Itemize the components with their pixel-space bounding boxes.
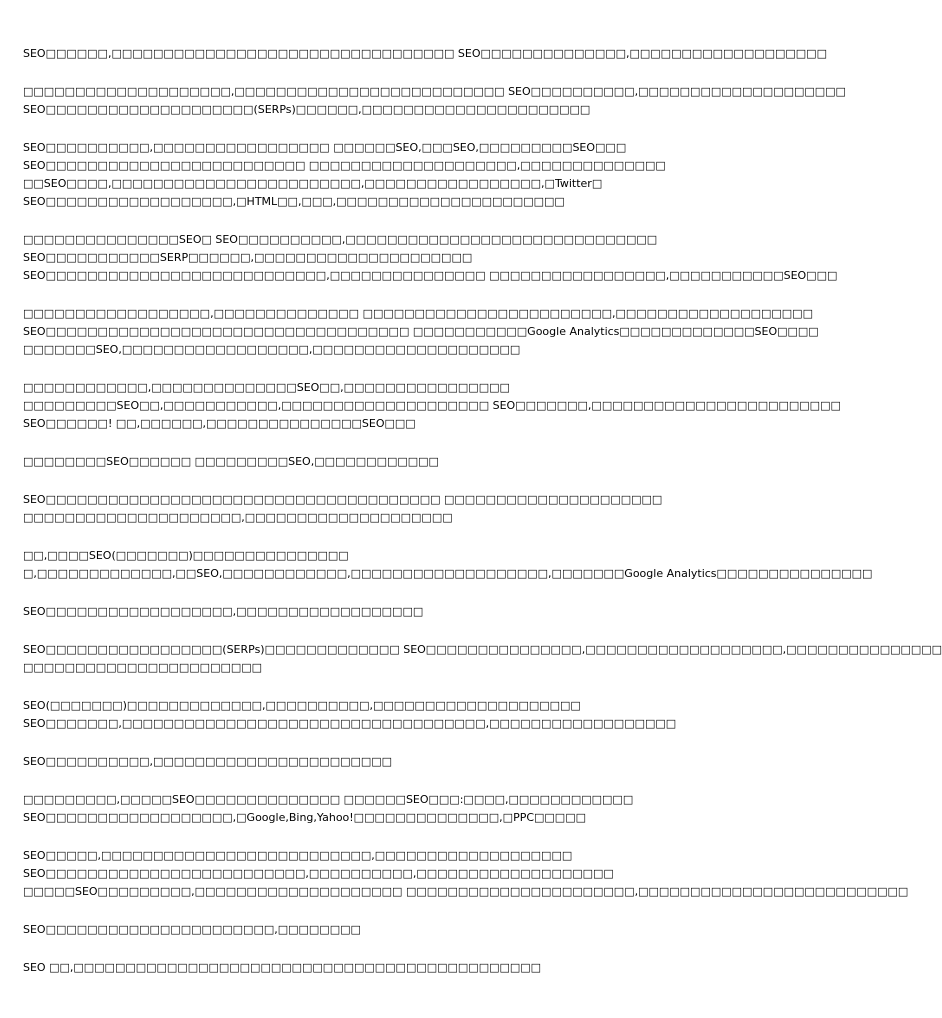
- text-line: □□,□□□□SEO(□□□□□□□)□□□□□□□□□□□□□□□: [23, 549, 349, 562]
- text-line: □□SEO□□□□,□□□□□□□□□□□□□□□□□□□□□□□□,□□□□□□□□□□□□□□□□□,□Twitter□: [23, 177, 603, 190]
- paragraph: [23, 697, 698, 733]
- text-line: SEO□□□□□□□□□□□□□□□□□□□□□□□□□□□□□□□□□□□ □□□□□□□□□□□Google Analytics□□□□□□□□□□□□□SEO□□□□: [23, 325, 819, 338]
- paragraph: [23, 453, 698, 471]
- text-line: □□□□□SEO□□□□□□□□□,□□□□□□□□□□□□□□□□□□□□ □□□□□□□□□□□□□□□□□□□□□□,□□□□□□□□□□□□□□□□□□□□□□□□□□: [23, 885, 909, 898]
- paragraph: [23, 491, 698, 527]
- text-line: □□□□□□□□□□□□□□□□□□,□□□□□□□□□□□□□□ □□□□□□□□□□□□□□□□□□□□□□□□,□□□□□□□□□□□□□□□□□□□: [23, 307, 813, 320]
- paragraph: [23, 139, 698, 211]
- text-line: □□□□□□□SEO,□□□□□□□□□□□□□□□□□□,□□□□□□□□□□□□□□□□□□□□: [23, 343, 521, 356]
- text-line: SEO□□□□□,□□□□□□□□□□□□□□□□□□□□□□□□□□,□□□□□□□□□□□□□□□□□□□: [23, 849, 573, 862]
- paragraph: [23, 379, 841, 433]
- text-line: SEO□□□□□□! □□,□□□□□□,□□□□□□□□□□□□□□□SEO□□□: [23, 417, 416, 430]
- text-line: SEO□□□□□□,□□□□□□□□□□□□□□□□□□□□□□□□□□□□□□□□□ SEO□□□□□□□□□□□□□□,□□□□□□□□□□□□□□□□□□□: [23, 47, 827, 60]
- paragraph: [23, 45, 827, 63]
- text-line: SEO□□□□□□□□□□□SERP□□□□□□,□□□□□□□□□□□□□□□□□□□□□: [23, 251, 473, 264]
- text-line: SEO□□□□□□□□□□□□□□□□□□,□Google,Bing,Yahoo!□□□□□□□□□□□□□□,□PPC□□□□□: [23, 811, 586, 824]
- paragraph: [23, 305, 819, 359]
- paragraph: [23, 921, 698, 939]
- text-line: SEO□□□□□□□□□□□□□□□□□□,□HTML□□,□□□,□□□□□□□□□□□□□□□□□□□□□□: [23, 195, 565, 208]
- text-line: □□□□□□□□□□□□□□□□□□□□□,□□□□□□□□□□□□□□□□□□□□: [23, 511, 453, 524]
- text-line: SEO□□□□□□□□□□,□□□□□□□□□□□□□□□□□□□□□□□: [23, 755, 393, 768]
- text-line: SEO(□□□□□□□)□□□□□□□□□□□□□,□□□□□□□□□□,□□□□□□□□□□□□□□□□□□□□: [23, 699, 581, 712]
- text-line: SEO□□□□□□□□□□□□□□□□□(SERPs)□□□□□□□□□□□□□ SEO□□□□□□□□□□□□□□□,□□□□□□□□□□□□□□□□□□□,□□□□□□□□□□□□□□□: [23, 643, 942, 656]
- text-line: □□□□□□□□SEO□□□□□□ □□□□□□□□□SEO,□□□□□□□□□□□□: [23, 455, 439, 468]
- paragraph: [23, 959, 698, 977]
- text-line: SEO□□□□□□□□□□□□□□□□□□□□□□□□□ □□□□□□□□□□□□□□□□□□□□,□□□□□□□□□□□□□□: [23, 159, 666, 172]
- text-line: □□□□□□□□□□□□,□□□□□□□□□□□□□□SEO□□,□□□□□□□□□□□□□□□□: [23, 381, 510, 394]
- text-line: SEO□□□□□□□,□□□□□□□□□□□□□□□□□□□□□□□□□□□□□□□□□□□,□□□□□□□□□□□□□□□□□□: [23, 717, 677, 730]
- text-line: SEO□□□□□□□□□□□□□□□□□□□□□□,□□□□□□□□: [23, 923, 361, 936]
- paragraph: [23, 603, 698, 621]
- text-line: SEO□□□□□□□□□□□□□□□□□□□□□□□□□□□,□□□□□□□□□□□□□□□ □□□□□□□□□□□□□□□□□,□□□□□□□□□□□SEO□□□: [23, 269, 838, 282]
- paragraph: [23, 753, 698, 771]
- text-line: □□□□□□□□□SEO□□,□□□□□□□□□□□,□□□□□□□□□□□□□□□□□□□□ SEO□□□□□□□,□□□□□□□□□□□□□□□□□□□□□□□□: [23, 399, 841, 412]
- text-line: SEO□□□□□□□□□□□□□□□□□□,□□□□□□□□□□□□□□□□□□: [23, 605, 424, 618]
- text-line: SEO□□□□□□□□□□□□□□□□□□□□□□□□□,□□□□□□□□□□,□□□□□□□□□□□□□□□□□□□: [23, 867, 614, 880]
- text-line: □□□□□□□□□,□□□□□SEO□□□□□□□□□□□□□□ □□□□□□SEO□□□:□□□□,□□□□□□□□□□□□: [23, 793, 634, 806]
- text-line: □□□□□□□□□□□□□□□□□□□□□□□: [23, 661, 263, 674]
- text-line: SEO □□,□□□□□□□□□□□□□□□□□□□□□□□□□□□□□□□□□□□□□□□□□□□□□: [23, 961, 542, 974]
- paragraph: [23, 791, 698, 827]
- text-line: SEO□□□□□□□□□□,□□□□□□□□□□□□□□□□□ □□□□□□SEO,□□□SEO,□□□□□□□□□SEO□□□: [23, 141, 627, 154]
- paragraph: [23, 641, 942, 677]
- paragraph: [23, 231, 838, 285]
- paragraph: [23, 83, 846, 119]
- text-line: SEO□□□□□□□□□□□□□□□□□□□□(SERPs)□□□□□□,□□□□□□□□□□□□□□□□□□□□□□: [23, 103, 591, 116]
- text-line: □□□□□□□□□□□□□□□□□□□□,□□□□□□□□□□□□□□□□□□□□□□□□□□ SEO□□□□□□□□□□,□□□□□□□□□□□□□□□□□□□□: [23, 85, 846, 98]
- text-line: □□□□□□□□□□□□□□□SEO□ SEO□□□□□□□□□□,□□□□□□□□□□□□□□□□□□□□□□□□□□□□□□: [23, 233, 658, 246]
- paragraph: [23, 547, 873, 583]
- paragraph: [23, 847, 909, 901]
- text-line: □,□□□□□□□□□□□□□,□□SEO,□□□□□□□□□□□□,□□□□□□□□□□□□□□□□□□□,□□□□□□□Google Analytics□□□□□□□□□□□□□□□: [23, 567, 873, 580]
- text-line: SEO□□□□□□□□□□□□□□□□□□□□□□□□□□□□□□□□□□□□□□ □□□□□□□□□□□□□□□□□□□□□: [23, 493, 663, 506]
